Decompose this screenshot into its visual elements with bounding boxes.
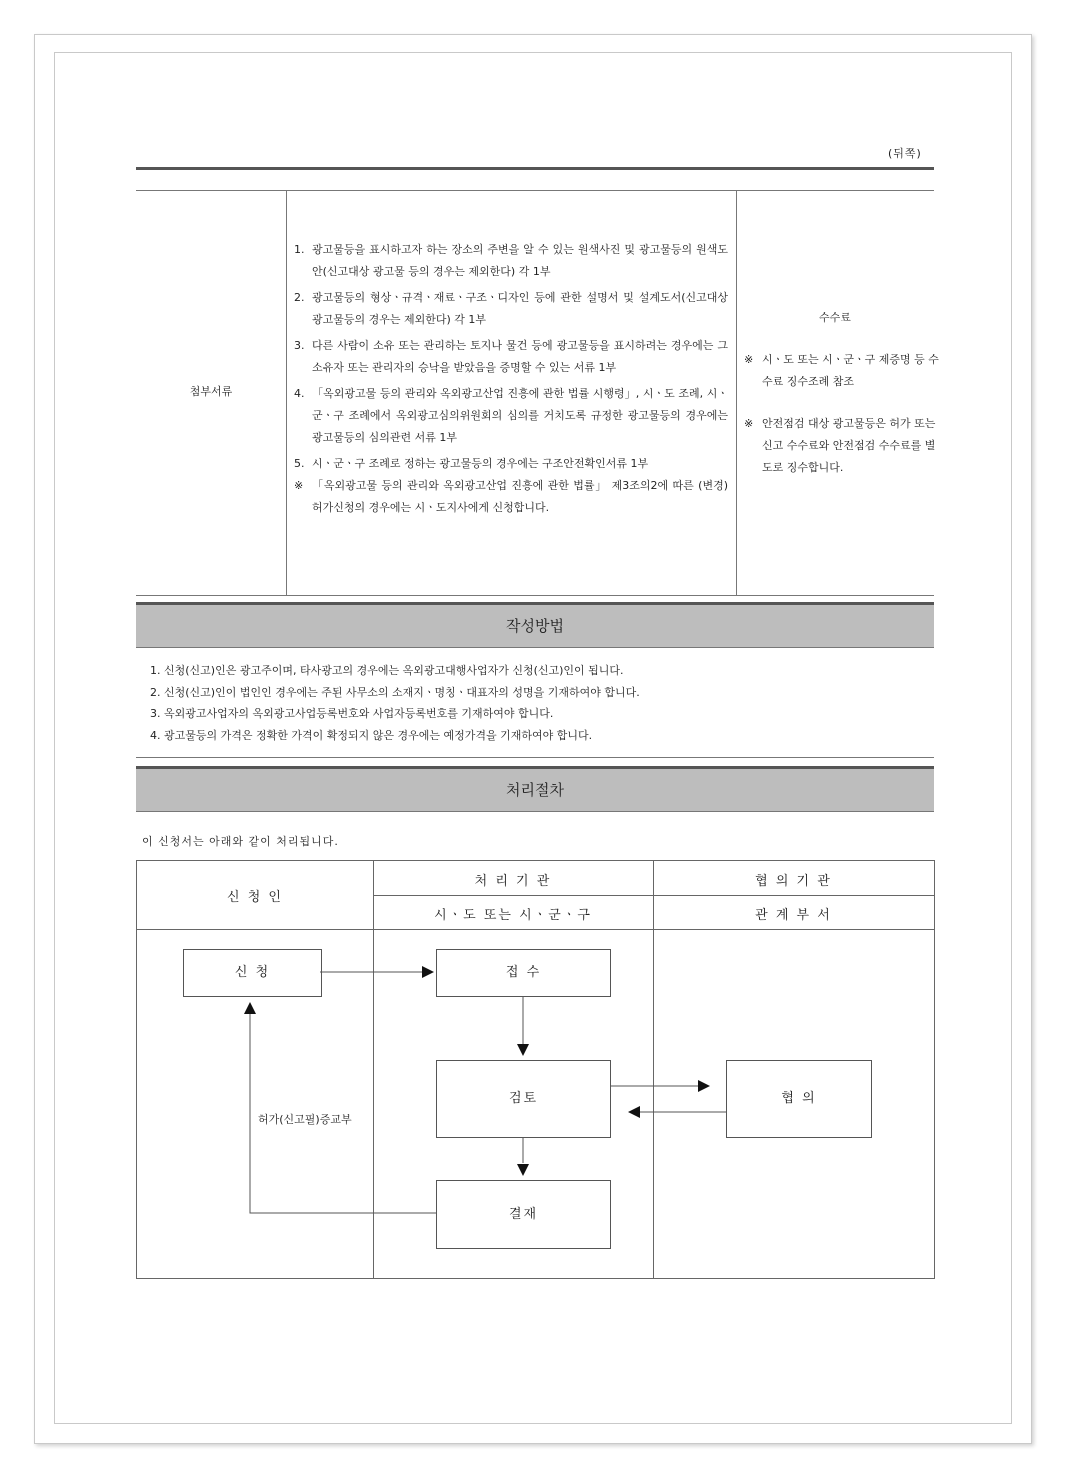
col-processing: 처 리 기 관 [474, 874, 552, 889]
attachment-item: 2. 광고물등의 형상ㆍ규격ㆍ재료ㆍ구조ㆍ디자인 등에 관한 설명서 및 설계도서(신고대상 광고물등의 경우는 제외한다) 각 1부 [294, 291, 728, 326]
return-label: 허가(신고필)증교부 [258, 1113, 352, 1126]
attachment-item: 1. 광고물등을 표시하고자 하는 장소의 주변을 알 수 있는 원색사진 및 광고물등의 원색도안(신고대상 광고물 등의 경우는 제외한다) 각 1부 [294, 243, 728, 278]
fee-title: 수수료 [819, 311, 851, 324]
procedure-header: 처리절차 [136, 766, 934, 812]
attachment-item: 3. 다른 사람이 소유 또는 관리하는 토지나 물건 등에 광고물등을 표시하려는 경우에는 그 소유자 또는 관리자의 승낙을 받았음을 증명할 수 있는 서류 1부 [294, 339, 728, 374]
fee-note: ※ 시ㆍ도 또는 시ㆍ군ㆍ구 제증명 등 수수료 징수조례 참조 [744, 353, 939, 388]
step-approve: 결재 [436, 1180, 611, 1249]
col-processing-sub: 시ㆍ도 또는 시ㆍ군ㆍ구 [434, 908, 592, 923]
step-consult: 협 의 [726, 1060, 872, 1138]
fee-note: ※ 안전점검 대상 광고물등은 허가 또는 신고 수수료와 안전점검 수수료를 별도로 징수합니다. [744, 417, 936, 474]
howto-header: 작성방법 [136, 602, 934, 648]
attachments-label: 첨부서류 [189, 385, 233, 398]
page-side-label: (뒤쪽) [888, 147, 922, 160]
step-review: 검토 [436, 1060, 611, 1138]
attachment-item: 5. 시ㆍ군ㆍ구 조례로 정하는 광고물등의 경우에는 구조안전확인서류 1부 [294, 457, 649, 470]
col-consult-sub: 관 계 부 서 [755, 908, 832, 923]
procedure-intro: 이 신청서는 아래와 같이 처리됩니다. [142, 835, 339, 848]
howto-item: 2. 신청(신고)인이 법인인 경우에는 주된 사무소의 소재지ㆍ명칭ㆍ대표자의 성명을 기재하여야 합니다. [150, 685, 640, 699]
attachment-note: ※ 「옥외광고물 등의 관리와 옥외광고산업 진흥에 관한 법률」 제3조의2에 따른 (변경)허가신청의 경우에는 시ㆍ도지사에게 신청합니다. [294, 479, 728, 514]
attachment-item: 4. 「옥외광고물 등의 관리와 옥외광고산업 진흥에 관한 법률 시행령」, 시ㆍ도 조례, 시ㆍ군ㆍ구 조례에서 옥외광고심의위원회의 심의를 거치도록 규정한 광고물등의 경우에는 광고물등의 심의관련 서류 1부 [294, 387, 728, 444]
howto-item: 4. 광고물등의 가격은 정확한 가격이 확정되지 않은 경우에는 예정가격을 기재하여야 합니다. [150, 728, 593, 742]
howto-item: 1. 신청(신고)인은 광고주이며, 타사광고의 경우에는 옥외광고대행사업자가 신청(신고)인이 됩니다. [150, 664, 624, 677]
col-applicant: 신 청 인 [227, 890, 283, 905]
col-consult: 협 의 기 관 [755, 874, 832, 889]
step-apply: 신 청 [183, 949, 322, 997]
step-receive: 접 수 [436, 949, 611, 997]
howto-item: 3. 옥외광고사업자의 옥외광고사업등록번호와 사업자등록번호를 기재하여야 합니다. [150, 707, 554, 720]
